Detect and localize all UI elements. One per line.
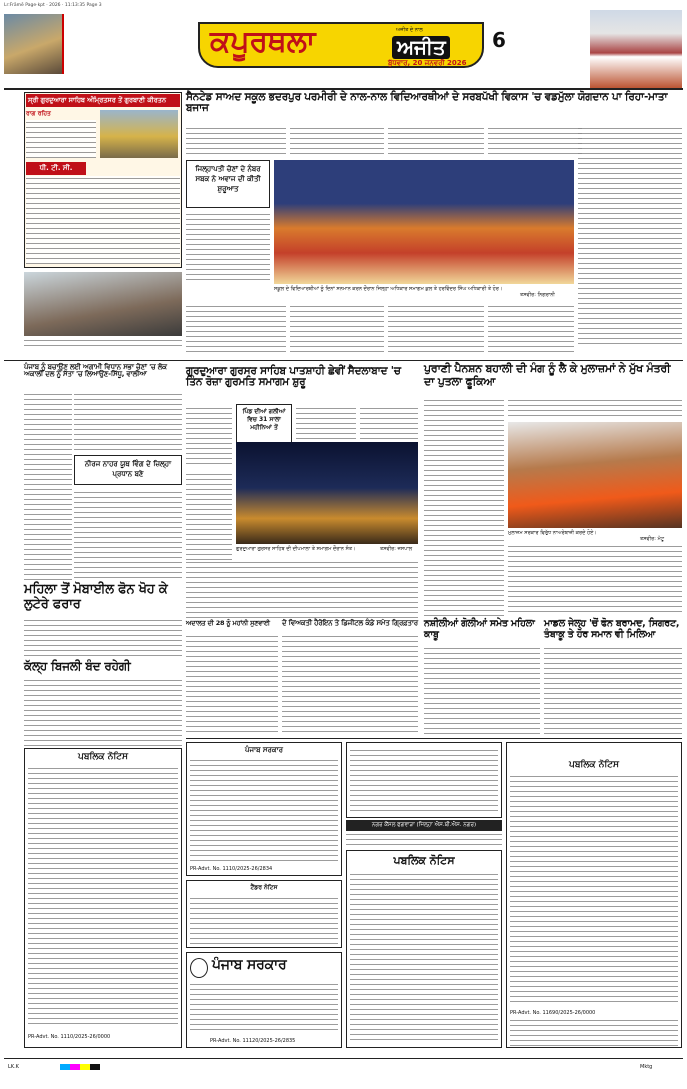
- gurdwara-photo: [236, 442, 418, 544]
- public-notice-mid-title: ਪਬਲਿਕ ਨੋਟਿਸ: [393, 854, 455, 867]
- pr-advt-mid: PR-Advt. No. 1110/2025-26/2834: [190, 866, 273, 872]
- punjab-sarkar-top-text: [190, 758, 338, 862]
- lead-bottom-3: [388, 304, 484, 356]
- story3-col-1: [186, 406, 232, 468]
- story3-bottom: [186, 560, 418, 618]
- story3-col-1b: [186, 472, 232, 562]
- lead-bottom-1: [186, 304, 286, 356]
- punjab-sarkar-big-title: ਪੰਜਾਬ ਸਰਕਾਰ: [212, 957, 287, 973]
- story3-caption: ਗੁਰਦੁਆਰਾ ਗੁਰਸਰ ਸਾਹਿਬ ਦੀ ਦੀਪਮਾਲਾ ਤੇ ਸਮਾਗਮ ਦੌਰਾਨ ਸੰਤ।: [236, 546, 356, 552]
- protest-photo: [508, 422, 682, 528]
- lead-bottom-2: [290, 304, 384, 356]
- story2-box-text: ਨੀਰਜ ਨਾਹਰ ਯੂਥ ਵਿੰਗ ਦੇ ਜ਼ਿਲ੍ਹਾ ਪ੍ਰਧਾਨ ਬਣੇ: [84, 460, 172, 478]
- public-notice-mid-text: [350, 872, 498, 1042]
- story8-headline: ਨਸ਼ੀਲੀਆਂ ਗੋਲੀਆਂ ਸਮੇਤ ਮਹਿਲਾ ਕਾਬੂ: [424, 618, 535, 640]
- golden-temple-photo: [100, 110, 178, 158]
- story4-caption: ਮੁਲਾਜ਼ਮ ਸਰਕਾਰ ਵਿਰੁੱਧ ਨਾਅਰੇਬਾਜ਼ੀ ਕਰਦੇ ਹੋਏ।: [508, 530, 597, 536]
- story6-headline: ਕੱਲ੍ਹ ਬਿਜਲੀ ਬੰਦ ਰਹੇਗੀ: [24, 659, 131, 673]
- story7-headline: ਅਦਾਲਤ ਦੀ 28 ਨੂੰ ਮਹਾਂਨੀ ਸੁਣਵਾਈ: [186, 619, 270, 627]
- lead-col-4: [488, 126, 582, 158]
- lead-col-1: [186, 126, 286, 158]
- pr-advt-left: PR-Advt. No. 1110/2025-26/0000: [28, 1034, 111, 1040]
- lead-col-1b: [186, 212, 270, 284]
- footer-color-bar: [60, 1064, 100, 1070]
- masthead-left-photo: [4, 14, 64, 74]
- print-info-bar: Lr:Frāmē Page·kpt · 2026 · 11:13:35 Page 3: [4, 3, 102, 8]
- kirtan-schedule: [26, 176, 180, 264]
- lead-col-5: [578, 126, 682, 346]
- tender-text: [190, 896, 338, 944]
- story7-headline2: ਦੋ ਵਿਅਕਤੀ ਹੈਰੋਇਨ ਤੇ ਡਿਜੀਟਲ ਕੰਡੇ ਸਮੇਤ ਗ੍ਰਿਫ਼ਤਾਰ: [282, 619, 418, 627]
- story5-text: [24, 618, 182, 658]
- lead-caption: ਸਕੂਲ ਦੇ ਵਿਦਿਆਰਥੀਆਂ ਨੂੰ ਦਿਨਾਂ ਸਨਮਾਨ ਕਰਨ ਦੌਰਾਨ ਜਿਲ੍ਹਾ ਅਧਿਕਾਰ ਸਮਾਗਮ ਕੁਲ ਤੇ ਹਰਵਿੰਦਰ ਸਿੰਘ ਅਧਿਕਾਰੀ ਤੇ ਹੋਰ।: [274, 286, 503, 292]
- tender-title: ਟੈਂਡਰ ਨੋਟਿਸ: [250, 884, 278, 891]
- public-notice-right-bottom: [510, 1018, 678, 1046]
- municipal-text: [350, 748, 498, 812]
- lead-box-text: ਜਿਲ੍ਹਾਪਤੀ ਚੋਣਾਂ ਦੇ ਨੰਬਰ ਸਬਕ ਨੇ ਅਵਾਜ ਦੀ ਕੀਤੀ ਸ਼ੁਰੂਆਤ: [195, 165, 261, 193]
- story3-headline: ਗੁਰਦੁਆਰਾ ਗੁਰਸਰ ਸਾਹਿਬ ਪਾਤਸ਼ਾਹੀ ਛੇਵੀਂ ਸੈਦਲਾਬਾਦ 'ਚ ਤਿੰਨ ਰੋਜ਼ਾ ਗੁਰਮਤਿ ਸਮਾਗਮ ਸ਼ੁਰੂ: [186, 365, 401, 389]
- story2-col-2: [74, 392, 182, 452]
- masthead-rule: [4, 88, 683, 90]
- lead-event-photo: [274, 160, 574, 284]
- story5-headline: ਮਹਿਲਾ ਤੋਂ ਮੋਬਾਈਲ ਫੋਨ ਖੋਹ ਕੇ ਲੁਟੇਰੇ ਫਰਾਰ: [24, 582, 168, 612]
- story4-col-2: [508, 398, 682, 420]
- punjab-sarkar-big-text: [190, 982, 338, 1034]
- story2-col-1: [24, 392, 72, 580]
- public-notice-left-title: ਪਬਲਿਕ ਨੋਟਿਸ: [78, 752, 128, 762]
- story8-text: [424, 646, 540, 736]
- punjab-sarkar-top-title: ਪੰਜਾਬ ਸਰਕਾਰ: [244, 746, 283, 754]
- story4-headline: ਪੁਰਾਣੀ ਪੈਨਸ਼ਨ ਬਹਾਲੀ ਦੀ ਮੰਗ ਨੂੰ ਲੈ ਕੇ ਮੁਲਾਜ਼ਮਾਂ ਨੇ ਮੁੱਖ ਮੰਤਰੀ ਦਾ ਪੁਤਲਾ ਫੂਕਿਆ: [424, 362, 671, 388]
- story7-text: [186, 634, 278, 734]
- punjab-sarkar-logo-icon: [190, 958, 208, 978]
- masthead-date: ਬੁੱਧਵਾਰ, 20 ਜਨਵਰੀ 2026: [388, 59, 467, 67]
- footer-right: Mktg: [640, 1064, 653, 1070]
- story2-headline: ਪੰਜਾਬ ਨੂੰ ਬਚਾਉਣ ਲਈ ਅਗਾਮੀ ਵਿਧਾਨ ਸਭਾ ਚੋਣਾਂ 'ਚ ਲੋਕ ਅਕਾਲੀ ਦਲ ਨੂੰ ਸੱਤਾ 'ਚ ਲਿਆਉਣ-ਸਿੱਧੂ, ਵਾਲੀਆ: [24, 363, 167, 379]
- story2-col-3: [74, 490, 182, 580]
- leaders-photo: [24, 272, 182, 336]
- lead-credit: ਤਸਵੀਰ: ਨਿਗਰਾਨੀ: [520, 292, 555, 298]
- story9-text: [544, 646, 682, 736]
- rule-2: [186, 738, 682, 739]
- story9-headline: ਮਾਡਲ ਜੇਲ੍ਹ 'ਚੋਂ ਫੋਨ ਬਰਾਮਦ, ਸਿਗਰਟ, ਤੰਬਾਕੂ ਤੇ ਹੋਰ ਸਮਾਨ ਵੀ ਮਿਲਿਆ: [544, 618, 680, 640]
- leaders-caption: [24, 338, 182, 348]
- rule-1: [4, 360, 683, 361]
- lead-headline: ਸੈਨਟੇਡ ਸਾਅਦ ਸਕੂਲ ਭਦਰਪੁਰ ਪਰਮੀਰੀ ਦੇ ਨਾਲ-ਨਾਲ ਵਿਦਿਆਰਥੀਆਂ ਦੇ ਸਰਬਪੱਖੀ ਵਿਕਾਸ 'ਚ ਵਡਮੁੱਲਾ ਯੋਗਦਾਨ ਪਾ ਰਿਹਾ-ਮਾਤਾ ਬਜਾਜ: [186, 91, 668, 115]
- story4-col-1: [424, 398, 504, 616]
- footer-left: LK.K: [8, 1064, 19, 1070]
- story3-credit: ਤਸਵੀਰ: ਜਸਪਾਲ: [380, 546, 413, 552]
- pr-advt-mid2: PR-Advt. No. 11120/2025-26/2835: [210, 1038, 296, 1044]
- ptc-badge: ਧੀ. ਟੀ. ਸੀ.: [26, 162, 86, 175]
- masthead-right-photo: [590, 10, 682, 88]
- public-notice-right-title: ਪਬਲਿਕ ਨੋਟਿਸ: [569, 760, 619, 770]
- public-notice-left-text: [28, 766, 178, 1028]
- story7-text2: [282, 634, 418, 734]
- masthead-left-slab: [64, 14, 198, 74]
- page-number: 6: [492, 28, 506, 52]
- masthead-tagline: ਅਜੀਤ ਦੇ ਨਾਲ: [396, 27, 423, 33]
- story4-credit: ਤਸਵੀਰ: ਮੱਟੂ: [640, 536, 665, 542]
- kirtan-text: [26, 120, 96, 158]
- story3-col-3: [360, 406, 418, 442]
- public-notice-right-text: [510, 774, 678, 1004]
- story3-box-text: ਪਿੰਡ ਦੀਆਂ ਗਲੀਆਂ ਵਿਚ 31 ਸਾਲਾ ਮਹੀਨਿਆਂ ਤੋਂ: [242, 408, 286, 431]
- story3-col-2: [296, 406, 356, 442]
- municipal-bar-text: [346, 832, 502, 846]
- kirtan-label: ਰਾਗ ਰਹਿਤ: [26, 110, 51, 117]
- lead-bottom-4: [488, 304, 574, 356]
- kirtan-title: ਸ੍ਰੀ ਗੁਰਦੁਆਰਾ ਸਾਹਿਬ ਅੰਮ੍ਰਿਤਸਰ ਤੋਂ ਗੁਰਬਾਣੀ ਕੀਰਤਨ: [26, 94, 180, 107]
- pr-advt-right: PR-Advt. No. 11690/2025-26/0000: [510, 1010, 596, 1016]
- lead-col-2: [290, 126, 384, 158]
- story6-text: [24, 678, 182, 746]
- municipal-bar: ਨਗਰ ਕੌਂਸਲ ਫਗਵਾੜਾ (ਜਿਲ੍ਹਾ ਐਸ.ਬੀ.ਐਸ. ਨਗਰ): [346, 820, 502, 831]
- masthead-city: ਕਪੂਰਥਲਾ: [210, 24, 316, 59]
- story4-col-3: [508, 544, 682, 616]
- lead-col-3: [388, 126, 484, 158]
- masthead-paper: ਅਜੀਤ: [392, 36, 450, 59]
- footer-rule: [4, 1058, 683, 1059]
